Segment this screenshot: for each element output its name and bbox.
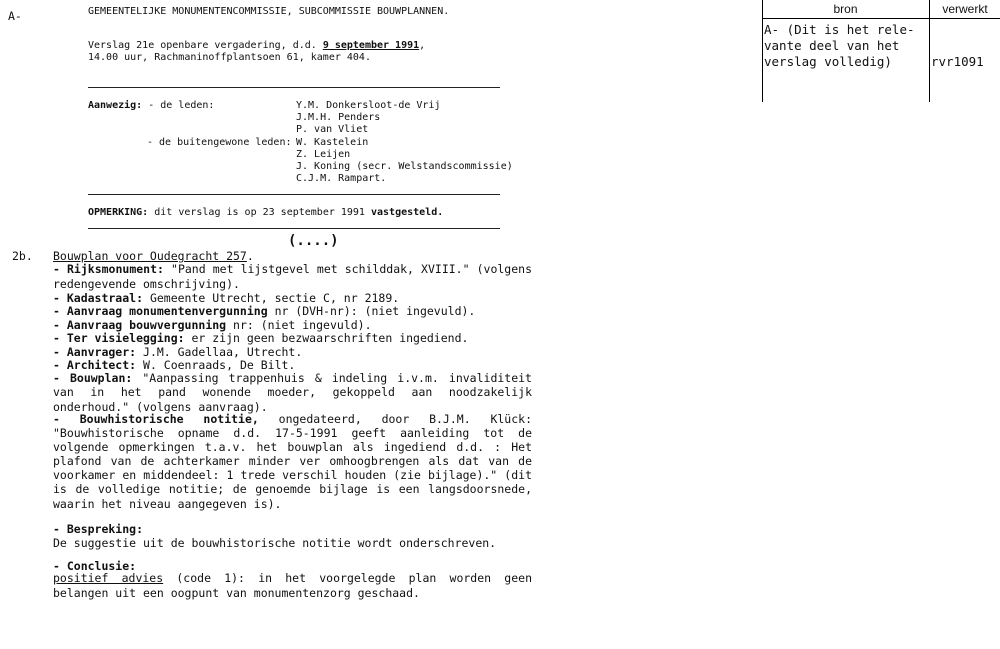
rijksmonument-text: "Pand met lijstgevel met schilddak, XVIII." (volgens xyxy=(163,262,532,276)
attendance-members-row xyxy=(88,100,214,111)
commission-title: GEMEENTELIJKE MONUMENTENCOMMISSIE, SUBCOMMISSIE BOUWPLANNEN. xyxy=(88,6,450,17)
notitie-line-2: "Bouwhistorische opname d.d. 17-5-1991 geeft aanleiding tot de xyxy=(53,426,532,440)
remark-bold-text: vastgesteld. xyxy=(370,207,444,218)
notitie-text: ongedateerd, door B.J.M. Klück: xyxy=(258,412,532,426)
notitie-line-1 xyxy=(53,413,532,427)
aanvrager-line xyxy=(53,345,302,359)
bespreking-text: De suggestie uit de bouwhistorische notitie wordt onderschreven. xyxy=(53,536,497,550)
bouwplan-label: - Bouwplan: xyxy=(53,371,133,385)
notitie-label: - Bouwhistorische notitie, xyxy=(53,412,259,426)
notitie-line-6: is de volledige notitie; de genoemde bijlage is een langsdoorsnede, xyxy=(53,482,532,496)
visielegging-label: - Ter visielegging: xyxy=(53,331,185,345)
report-line-1-suffix: , xyxy=(419,40,426,51)
bouwvergunning-label: - Aanvraag bouwvergunning xyxy=(53,318,227,332)
notitie-line-5: voorkamer en middendeel: 1 trede verschil houden (zie bijlage)." (dit xyxy=(53,468,532,482)
monumentenvergunning-line xyxy=(53,304,475,318)
table-mid-border xyxy=(929,0,930,102)
divider-1 xyxy=(88,87,500,88)
bouwplan-line-1 xyxy=(53,372,532,386)
monumentenvergunning-label: - Aanvraag monumentenvergunning xyxy=(53,304,268,318)
rijksmonument-line-2: redengevende omschrijving). xyxy=(53,277,240,291)
attendee-name: P. van Vliet xyxy=(296,124,369,135)
bouwvergunning-line xyxy=(53,318,372,332)
attendee-name: W. Kastelein xyxy=(296,137,369,148)
divider-2 xyxy=(88,194,500,195)
attendee-name: J.M.H. Penders xyxy=(296,112,381,123)
rijksmonument-label: - Rijksmonument: xyxy=(53,262,164,276)
extra-members-label: - de buitengewone leden: xyxy=(147,137,292,148)
attendee-name: C.J.M. Rampart. xyxy=(296,173,387,184)
remark-text: dit verslag is op 23 september 1991 xyxy=(148,207,371,218)
item-title xyxy=(53,249,254,263)
attendee-name: Y.M. Donkersloot-de Vrij xyxy=(296,100,441,111)
bouwplan-text: "Aanpassing trappenhuis & indeling i.v.m. invaliditeit xyxy=(132,371,532,385)
ellipsis: (....) xyxy=(288,233,339,249)
item-number: 2b. xyxy=(12,249,33,263)
monumentenvergunning-text: nr (DVH-nr): (niet ingevuld). xyxy=(267,304,476,318)
report-line-2: 14.00 uur, Rachmaninoffplantsoen 61, kamer 404. xyxy=(88,52,371,63)
visielegging-line xyxy=(53,331,468,345)
members-label: - de leden: xyxy=(142,100,215,111)
bron-line: vante deel van het xyxy=(764,38,900,53)
architect-line xyxy=(53,358,295,372)
conclusie-line-1 xyxy=(53,572,532,586)
notitie-line-3: volgende opmerkingen t.a.v. het bouwplan als ingediend d.d. : Het xyxy=(53,440,532,454)
bron-line: verslag volledig) xyxy=(764,54,892,69)
verwerkt-header: verwerkt xyxy=(930,0,1000,19)
conclusie-advies: positief advies xyxy=(53,571,164,585)
architect-label: - Architect: xyxy=(53,358,137,372)
conclusie-text: (code 1): in het voorgelegde plan worden geen xyxy=(163,571,532,585)
kadastraal-line xyxy=(53,291,399,305)
rijksmonument-line xyxy=(53,263,532,277)
bouwplan-line-2: van in het pand wonende moeder, gekoppeld aan noodzakelijk xyxy=(53,385,532,399)
attendee-name: Z. Leijen xyxy=(296,149,351,160)
divider-3 xyxy=(88,228,500,229)
conclusie-label: - Conclusie: xyxy=(53,559,137,573)
conclusie-line-2: belangen uit een oogpunt van monumentenzorg geschaad. xyxy=(53,586,420,600)
attendance-label: Aanwezig: xyxy=(88,100,143,111)
report-line-1 xyxy=(88,40,425,51)
bespreking-label: - Bespreking: xyxy=(53,522,144,536)
kadastraal-text: Gemeente Utrecht, sectie C, nr 2189. xyxy=(143,291,400,305)
attendee-name: J. Koning (secr. Welstandscommissie) xyxy=(296,161,513,172)
item-title-text: Bouwplan voor Oudegracht 257 xyxy=(53,249,247,263)
bouwplan-line-3: onderhoud." (volgens aanvraag). xyxy=(53,400,268,414)
bron-header: bron xyxy=(762,0,930,19)
report-line-1-prefix: Verslag 21e openbare vergadering, d.d. xyxy=(88,40,323,51)
architect-text: W. Coenraads, De Bilt. xyxy=(136,358,296,372)
notitie-line-7: waarin het niveau aangegeven is). xyxy=(53,497,282,511)
remark-label: OPMERKING: xyxy=(88,207,149,218)
kadastraal-label: - Kadastraal: xyxy=(53,291,144,305)
bouwvergunning-text: nr: (niet ingevuld). xyxy=(226,318,372,332)
notitie-line-4: plafond van de achterkamer minder ver omhoogbrengen als dat van de xyxy=(53,454,532,468)
remark xyxy=(88,207,443,218)
table-left-border xyxy=(762,0,763,102)
report-date: 9 september 1991 xyxy=(322,40,420,51)
item-title-suffix: . xyxy=(246,249,254,263)
visielegging-text: er zijn geen bezwaarschriften ingediend. xyxy=(184,331,469,345)
aanvrager-label: - Aanvrager: xyxy=(53,345,137,359)
page-marker: A- xyxy=(8,9,22,23)
verwerkt-value: rvr1091 xyxy=(931,54,984,69)
aanvrager-text: J.M. Gadellaa, Utrecht. xyxy=(136,345,303,359)
bron-line: A- (Dit is het rele- xyxy=(764,22,915,37)
